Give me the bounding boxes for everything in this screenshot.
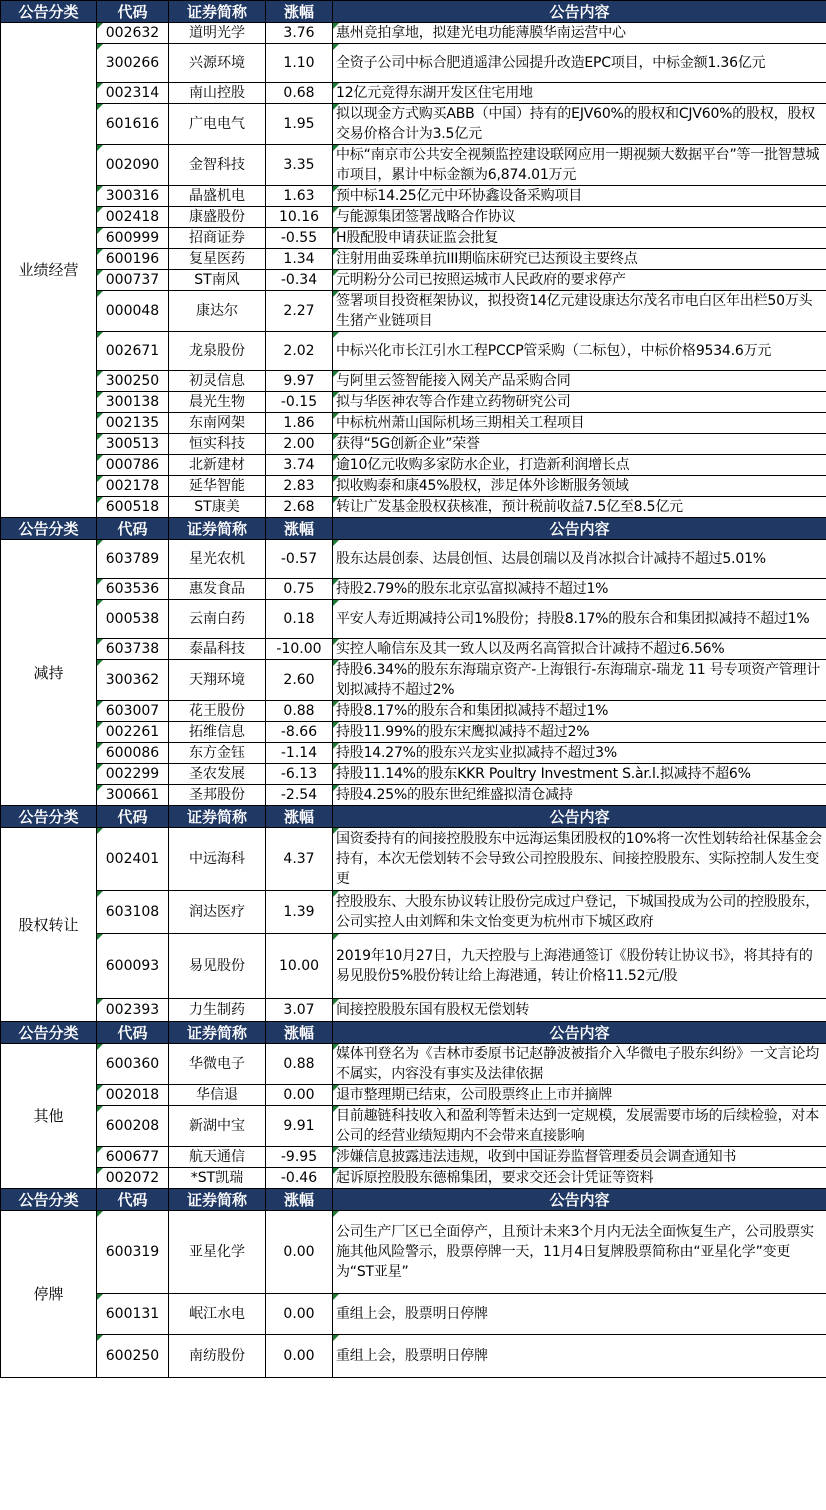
price-change-cell: 0.68 — [266, 83, 333, 104]
announcement-content-cell: 起诉原控股股东德棉集团，要求交还会计凭证等资料 — [333, 1168, 826, 1189]
stock-code-cell: 300316 — [97, 186, 169, 207]
stock-name-cell: 道明光学 — [169, 23, 266, 44]
header-name-cell: 证券简称 — [169, 1189, 266, 1211]
table-row — [1, 186, 826, 207]
announcement-content-cell: 惠州竞拍拿地，拟建光电功能薄膜华南运营中心 — [333, 23, 826, 44]
price-change-cell: 0.00 — [266, 1211, 333, 1294]
stock-code-cell: 603007 — [97, 701, 169, 722]
header-category-cell: 公告分类 — [1, 806, 97, 828]
table-row — [1, 540, 826, 579]
table-row — [1, 1335, 826, 1378]
price-change-cell: -6.13 — [266, 764, 333, 785]
announcement-content-cell: 中标兴化市长江引水工程PCCP管采购（二标包），中标价格9534.6万元 — [333, 332, 826, 371]
stock-name-cell: 圣农发展 — [169, 764, 266, 785]
table-row — [1, 722, 826, 743]
stock-name-cell: 晶盛机电 — [169, 186, 266, 207]
announcement-content-cell: 媒体刊登名为《吉林市委原书记赵静波被指介入华微电子股东纠纷》一文言论均不属实，内容没有事实及法律依据 — [333, 1044, 826, 1085]
price-change-cell: 4.37 — [266, 828, 333, 891]
stock-name-cell: 晨光生物 — [169, 392, 266, 413]
price-change-cell: 3.07 — [266, 999, 333, 1022]
announcement-content-cell: 持股11.14%的股东KKR Poultry Investment S.àr.l.拟减持不超6% — [333, 764, 826, 785]
stock-code-cell: 600677 — [97, 1147, 169, 1168]
price-change-cell: 10.16 — [266, 207, 333, 228]
header-name-cell: 证券简称 — [169, 518, 266, 540]
stock-name-cell: 兴源环境 — [169, 44, 266, 83]
header-category-cell: 公告分类 — [1, 1022, 97, 1044]
stock-code-cell: 603738 — [97, 639, 169, 660]
price-change-cell: 1.10 — [266, 44, 333, 83]
price-change-cell: -9.95 — [266, 1147, 333, 1168]
price-change-cell: 1.34 — [266, 249, 333, 270]
price-change-cell: 0.18 — [266, 600, 333, 639]
category-cell: 股权转让 — [1, 828, 97, 1022]
table-row — [1, 371, 826, 392]
stock-name-cell: 天翔环境 — [169, 660, 266, 701]
price-change-cell: 2.60 — [266, 660, 333, 701]
table-row — [1, 764, 826, 785]
stock-code-cell: 600208 — [97, 1106, 169, 1147]
table-row — [1, 434, 826, 455]
announcement-content-cell: 元明粉分公司已按照运城市人民政府的要求停产 — [333, 270, 826, 291]
table-row — [1, 270, 826, 291]
table-row — [1, 934, 826, 999]
stock-code-cell: 002090 — [97, 145, 169, 186]
stock-name-cell: 南山控股 — [169, 83, 266, 104]
announcement-content-cell: 目前趣链科技收入和盈利等暂未达到一定规模，发展需要市场的后续检验，对本公司的经营业绩短期内不会带来直接影响 — [333, 1106, 826, 1147]
table-row — [1, 104, 826, 145]
table-row — [1, 249, 826, 270]
stock-code-cell: 600518 — [97, 497, 169, 518]
stock-name-cell: 复星医药 — [169, 249, 266, 270]
table-row — [1, 476, 826, 497]
table-row — [1, 332, 826, 371]
table-row — [1, 145, 826, 186]
stock-code-cell: 601616 — [97, 104, 169, 145]
stock-name-cell: 力生制药 — [169, 999, 266, 1022]
price-change-cell: 9.97 — [266, 371, 333, 392]
table-row — [1, 1106, 826, 1147]
stock-code-cell: 600360 — [97, 1044, 169, 1085]
stock-code-cell: 000048 — [97, 291, 169, 332]
announcement-content-cell: 拟与华医神农等合作建立药物研究公司 — [333, 392, 826, 413]
price-change-cell: -0.15 — [266, 392, 333, 413]
stock-name-cell: *ST凯瑞 — [169, 1168, 266, 1189]
price-change-cell: 10.00 — [266, 934, 333, 999]
table-row — [1, 413, 826, 434]
stock-code-cell: 002072 — [97, 1168, 169, 1189]
announcement-content-cell: 实控人喻信东及其一致人以及两名高管拟合计减持不超过6.56% — [333, 639, 826, 660]
announcement-content-cell: 拟以现金方式购买ABB（中国）持有的EJV60%的股权和CJV60%的股权，股权交易价格合计为3.5亿元 — [333, 104, 826, 145]
header-change-cell: 涨幅 — [266, 806, 333, 828]
announcement-content-cell: 中标杭州萧山国际机场三期相关工程项目 — [333, 413, 826, 434]
stock-name-cell: 泰晶科技 — [169, 639, 266, 660]
announcement-content-cell: 2019年10月27日，九天控股与上海港通签订《股份转让协议书》，将其持有的易见股份5%股份转让给上海港通，转让价格11.52元/股 — [333, 934, 826, 999]
stock-name-cell: 东南网架 — [169, 413, 266, 434]
header-change-cell: 涨幅 — [266, 1189, 333, 1211]
stock-name-cell: 航天通信 — [169, 1147, 266, 1168]
stock-name-cell: 金智科技 — [169, 145, 266, 186]
stock-name-cell: 中远海科 — [169, 828, 266, 891]
stock-code-cell: 603536 — [97, 579, 169, 600]
announcement-content-cell: 涉嫌信息披露违法违规，收到中国证券监督管理委员会调查通知书 — [333, 1147, 826, 1168]
price-change-cell: 2.68 — [266, 497, 333, 518]
price-change-cell: -0.46 — [266, 1168, 333, 1189]
stock-code-cell: 600131 — [97, 1294, 169, 1335]
announcement-content-cell: 公司生产厂区已全面停产，且预计未来3个月内无法全面恢复生产，公司股票实施其他风险警示，股票停牌一天，11月4日复牌股票简称由“亚星化学”变更为“ST亚星” — [333, 1211, 826, 1294]
section-header-row — [1, 518, 826, 540]
stock-name-cell: 易见股份 — [169, 934, 266, 999]
table-row — [1, 1168, 826, 1189]
stock-code-cell: 600319 — [97, 1211, 169, 1294]
announcement-content-cell: 12亿元竞得东湖开发区住宅用地 — [333, 83, 826, 104]
stock-code-cell: 002418 — [97, 207, 169, 228]
stock-code-cell: 600093 — [97, 934, 169, 999]
table-row — [1, 392, 826, 413]
stock-code-cell: 600196 — [97, 249, 169, 270]
stock-code-cell: 300661 — [97, 785, 169, 806]
stock-name-cell: ST康美 — [169, 497, 266, 518]
stock-code-cell: 002401 — [97, 828, 169, 891]
stock-code-cell: 002135 — [97, 413, 169, 434]
header-content-cell: 公告内容 — [333, 806, 826, 828]
stock-name-cell: 广电电气 — [169, 104, 266, 145]
stock-name-cell: 星光农机 — [169, 540, 266, 579]
header-content-cell: 公告内容 — [333, 1022, 826, 1044]
stock-code-cell: 000737 — [97, 270, 169, 291]
stock-name-cell: 南纺股份 — [169, 1335, 266, 1378]
category-cell: 停牌 — [1, 1211, 97, 1378]
stock-name-cell: 北新建材 — [169, 455, 266, 476]
announcement-content-cell: H股配股申请获证监会批复 — [333, 228, 826, 249]
table-row — [1, 579, 826, 600]
table-row — [1, 291, 826, 332]
table-row — [1, 455, 826, 476]
stock-code-cell: 603789 — [97, 540, 169, 579]
price-change-cell: 3.35 — [266, 145, 333, 186]
stock-name-cell: 新湖中宝 — [169, 1106, 266, 1147]
announcement-content-cell: 重组上会，股票明日停牌 — [333, 1335, 826, 1378]
price-change-cell: 3.76 — [266, 23, 333, 44]
price-change-cell: 9.91 — [266, 1106, 333, 1147]
price-change-cell: 0.00 — [266, 1085, 333, 1106]
table-row — [1, 23, 826, 44]
announcement-content-cell: 注射用曲妥珠单抗III期临床研究已达预设主要终点 — [333, 249, 826, 270]
price-change-cell: 1.39 — [266, 891, 333, 934]
price-change-cell: 1.86 — [266, 413, 333, 434]
stock-name-cell: 岷江水电 — [169, 1294, 266, 1335]
header-change-cell: 涨幅 — [266, 1022, 333, 1044]
stock-code-cell: 600999 — [97, 228, 169, 249]
announcement-content-cell: 退市整理期已结束，公司股票终止上市并摘牌 — [333, 1085, 826, 1106]
header-category-cell: 公告分类 — [1, 518, 97, 540]
price-change-cell: 0.00 — [266, 1335, 333, 1378]
announcement-content-cell: 全资子公司中标合肥逍遥津公园提升改造EPC项目，中标金额1.36亿元 — [333, 44, 826, 83]
header-category-cell: 公告分类 — [1, 1189, 97, 1211]
header-name-cell: 证券简称 — [169, 1022, 266, 1044]
stock-code-cell: 600086 — [97, 743, 169, 764]
announcement-content-cell: 控股股东、大股东协议转让股份完成过户登记，下城国投成为公司的控股股东，公司实控人由刘辉和朱文怡变更为杭州市下城区政府 — [333, 891, 826, 934]
section-header-row — [1, 1, 826, 23]
table-row — [1, 1294, 826, 1335]
stock-code-cell: 300250 — [97, 371, 169, 392]
price-change-cell: 0.00 — [266, 1294, 333, 1335]
stock-name-cell: 拓维信息 — [169, 722, 266, 743]
table-row — [1, 1147, 826, 1168]
announcement-content-cell: 国资委持有的间接控股股东中远海运集团股权的10%将一次性划转给社保基金会持有，本次无偿划转不会导致公司控股股东、间接控股股东、实际控制人发生变更 — [333, 828, 826, 891]
announcement-content-cell: 转让广发基金股权获核准，预计税前收益7.5亿至8.5亿元 — [333, 497, 826, 518]
stock-code-cell: 300362 — [97, 660, 169, 701]
price-change-cell: -0.57 — [266, 540, 333, 579]
price-change-cell: -0.34 — [266, 270, 333, 291]
header-code-cell: 代码 — [97, 1189, 169, 1211]
table-row — [1, 891, 826, 934]
header-code-cell: 代码 — [97, 518, 169, 540]
stock-name-cell: 华信退 — [169, 1085, 266, 1106]
table-row — [1, 83, 826, 104]
stock-code-cell: 002314 — [97, 83, 169, 104]
announcement-content-cell: 逾10亿元收购多家防水企业，打造新利润增长点 — [333, 455, 826, 476]
stock-name-cell: 云南白药 — [169, 600, 266, 639]
category-cell: 减持 — [1, 540, 97, 806]
table-row — [1, 228, 826, 249]
announcement-content-cell: 预中标14.25亿元中环协鑫设备采购项目 — [333, 186, 826, 207]
header-change-cell: 涨幅 — [266, 1, 333, 23]
table-row — [1, 743, 826, 764]
price-change-cell: 2.83 — [266, 476, 333, 497]
announcement-content-cell: 持股11.99%的股东宋鹰拟减持不超过2% — [333, 722, 826, 743]
stock-code-cell: 002018 — [97, 1085, 169, 1106]
stock-name-cell: 亚星化学 — [169, 1211, 266, 1294]
stock-code-cell: 603108 — [97, 891, 169, 934]
announcement-content-cell: 重组上会，股票明日停牌 — [333, 1294, 826, 1335]
stock-name-cell: 康达尔 — [169, 291, 266, 332]
category-cell: 业绩经营 — [1, 23, 97, 518]
announcement-content-cell: 平安人寿近期减持公司1%股份；持股8.17%的股东合和集团拟减持不超过1% — [333, 600, 826, 639]
stock-name-cell: 东方金钰 — [169, 743, 266, 764]
stock-name-cell: 初灵信息 — [169, 371, 266, 392]
price-change-cell: -10.00 — [266, 639, 333, 660]
table-row — [1, 999, 826, 1022]
header-content-cell: 公告内容 — [333, 1, 826, 23]
stock-code-cell: 002261 — [97, 722, 169, 743]
stock-name-cell: 花王股份 — [169, 701, 266, 722]
price-change-cell: 0.88 — [266, 1044, 333, 1085]
section-header-row — [1, 1022, 826, 1044]
stock-code-cell: 002178 — [97, 476, 169, 497]
stock-code-cell: 002299 — [97, 764, 169, 785]
stock-code-cell: 002632 — [97, 23, 169, 44]
announcement-content-cell: 持股2.79%的股东北京弘富拟减持不超过1% — [333, 579, 826, 600]
stock-name-cell: 惠发食品 — [169, 579, 266, 600]
announcement-content-cell: 持股14.27%的股东兴龙实业拟减持不超过3% — [333, 743, 826, 764]
table-row — [1, 785, 826, 806]
stock-code-cell: 300266 — [97, 44, 169, 83]
announcement-content-cell: 与能源集团签署战略合作协议 — [333, 207, 826, 228]
header-change-cell: 涨幅 — [266, 518, 333, 540]
header-category-cell: 公告分类 — [1, 1, 97, 23]
price-change-cell: 1.95 — [266, 104, 333, 145]
table-row — [1, 1044, 826, 1085]
header-code-cell: 代码 — [97, 1022, 169, 1044]
announcement-content-cell: 与阿里云签智能接入网关产品采购合同 — [333, 371, 826, 392]
stock-name-cell: 圣邦股份 — [169, 785, 266, 806]
stock-code-cell: 300513 — [97, 434, 169, 455]
stock-name-cell: 润达医疗 — [169, 891, 266, 934]
price-change-cell: 2.02 — [266, 332, 333, 371]
price-change-cell: -0.55 — [266, 228, 333, 249]
table-row — [1, 1085, 826, 1106]
stock-name-cell: 康盛股份 — [169, 207, 266, 228]
stock-name-cell: 龙泉股份 — [169, 332, 266, 371]
announcement-table-body — [1, 1, 826, 1378]
announcement-content-cell: 签署项目投资框架协议，拟投资14亿元建设康达尔茂名市电白区年出栏50万头生猪产业链项目 — [333, 291, 826, 332]
announcement-content-cell: 持股6.34%的股东东海瑞京资产-上海银行-东海瑞京-瑞龙 11 号专项资产管理计划拟减持不超过2% — [333, 660, 826, 701]
stock-name-cell: ST南风 — [169, 270, 266, 291]
price-change-cell: 0.88 — [266, 701, 333, 722]
announcement-content-cell: 拟收购泰和康45%股权，涉足体外诊断服务领域 — [333, 476, 826, 497]
announcement-content-cell: 中标“南京市公共安全视频监控建设联网应用一期视频大数据平台”等一批智慧城市项目，累计中标金额为6,874.01万元 — [333, 145, 826, 186]
stock-code-cell: 300138 — [97, 392, 169, 413]
announcement-content-cell: 股东达晨创泰、达晨创恒、达晨创瑞以及肖冰拟合计减持不超过5.01% — [333, 540, 826, 579]
announcement-content-cell: 间接控股股东国有股权无偿划转 — [333, 999, 826, 1022]
stock-name-cell: 华微电子 — [169, 1044, 266, 1085]
stock-code-cell: 002671 — [97, 332, 169, 371]
table-row — [1, 497, 826, 518]
stock-code-cell: 000538 — [97, 600, 169, 639]
stock-name-cell: 恒实科技 — [169, 434, 266, 455]
table-row — [1, 701, 826, 722]
header-content-cell: 公告内容 — [333, 1189, 826, 1211]
header-code-cell: 代码 — [97, 1, 169, 23]
price-change-cell: 1.63 — [266, 186, 333, 207]
table-row — [1, 44, 826, 83]
header-content-cell: 公告内容 — [333, 518, 826, 540]
price-change-cell: -8.66 — [266, 722, 333, 743]
category-cell: 其他 — [1, 1044, 97, 1189]
price-change-cell: -1.14 — [266, 743, 333, 764]
table-row — [1, 828, 826, 891]
table-row — [1, 1211, 826, 1294]
stock-name-cell: 延华智能 — [169, 476, 266, 497]
header-name-cell: 证券简称 — [169, 806, 266, 828]
stock-name-cell: 招商证券 — [169, 228, 266, 249]
table-row — [1, 600, 826, 639]
price-change-cell: -2.54 — [266, 785, 333, 806]
price-change-cell: 0.75 — [266, 579, 333, 600]
announcement-content-cell: 持股4.25%的股东世纪维盛拟清仓减持 — [333, 785, 826, 806]
price-change-cell: 3.74 — [266, 455, 333, 476]
price-change-cell: 2.00 — [266, 434, 333, 455]
header-code-cell: 代码 — [97, 806, 169, 828]
announcement-content-cell: 获得“5G创新企业”荣誉 — [333, 434, 826, 455]
price-change-cell: 2.27 — [266, 291, 333, 332]
announcement-content-cell: 持股8.17%的股东合和集团拟减持不超过1% — [333, 701, 826, 722]
table-row — [1, 207, 826, 228]
stock-code-cell: 002393 — [97, 999, 169, 1022]
table-row — [1, 639, 826, 660]
section-header-row — [1, 1189, 826, 1211]
header-name-cell: 证券简称 — [169, 1, 266, 23]
table-row — [1, 660, 826, 701]
section-header-row — [1, 806, 826, 828]
stock-code-cell: 600250 — [97, 1335, 169, 1378]
stock-code-cell: 000786 — [97, 455, 169, 476]
